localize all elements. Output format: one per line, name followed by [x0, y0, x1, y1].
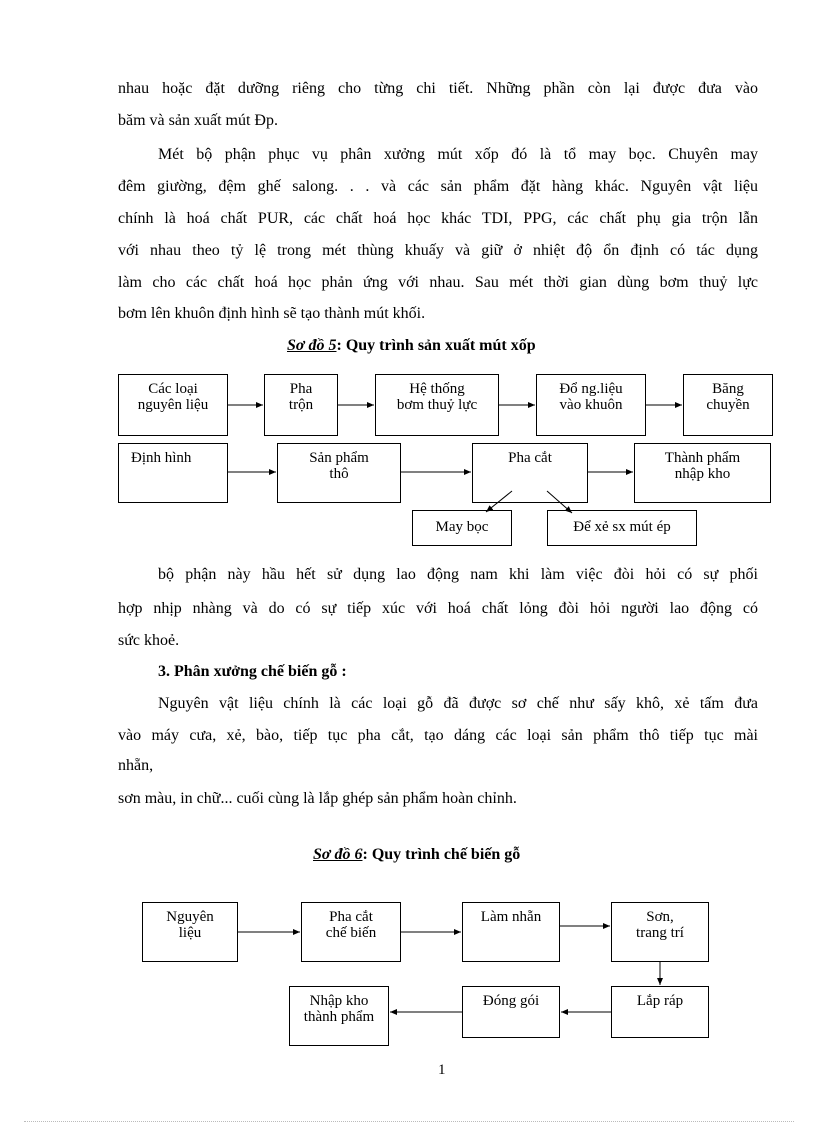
para4-line2: vào máy cưa, xẻ, bào, tiếp tục pha cắt, tạo dáng các loại sản phẩm thô tiếp tục mài	[118, 727, 758, 744]
box-pour-mold: Đổ ng.liệu vào khuôn	[536, 374, 646, 436]
box-press-foam: Để xẻ sx mút ép	[547, 510, 697, 546]
para4-line1: Nguyên vật liệu chính là các loại gỗ đã được sơ chế như sấy khô, xẻ tấm đưa	[158, 695, 758, 712]
diagram5-title-text: : Quy trình sản xuất mút xốp	[336, 337, 536, 354]
para2-line3: chính là hoá chất PUR, các chất hoá học khác TDI, PPG, các chất phụ gia trộn lẫn	[118, 210, 758, 227]
box-conveyor: Băng chuyền	[683, 374, 773, 436]
box-cut: Pha cắt	[472, 443, 588, 503]
arrow-cut-to-sew	[486, 491, 512, 512]
box-mix: Pha trộn	[264, 374, 338, 436]
section-heading-3: 3. Phân xưởng chế biến gỗ :	[158, 663, 347, 680]
box-wood-material: Nguyên liệu	[142, 902, 238, 962]
para3-line1: bộ phận này hầu hết sử dụng lao động nam khi làm việc đòi hỏi có sự phối	[158, 566, 758, 583]
para4-line4: sơn màu, in chữ... cuối cùng là lắp ghép sản phẩm hoàn chỉnh.	[118, 790, 517, 807]
arrow-cut-to-press	[547, 491, 572, 513]
para2-line2: đêm giường, đệm ghế salong. . . và các sản phẩm đặt hàng khác. Nguyên vật liệu	[118, 178, 758, 195]
para1-line1: nhau hoặc đặt dưỡng riêng cho từng chi tiết. Những phần còn lại được đưa vào	[118, 80, 758, 97]
para2-line4: với nhau theo tỷ lệ trong mét thùng khuấy và giữ ở nhiệt độ ổn định có tác dụng	[118, 242, 758, 259]
para3-line3: sức khoẻ.	[118, 632, 180, 649]
box-raw-materials: Các loại nguyên liệu	[118, 374, 228, 436]
para4-line3: nhẵn,	[118, 757, 154, 774]
box-store: Nhập kho thành phẩm	[289, 986, 389, 1046]
box-smooth: Làm nhẵn	[462, 902, 560, 962]
diagram6-title-text: : Quy trình chế biến gỗ	[362, 846, 521, 863]
footer-divider	[24, 1121, 794, 1122]
box-pack: Đóng gói	[462, 986, 560, 1038]
para3-line2: hợp nhịp nhàng và do có sự tiếp xúc với hoá chất lỏng đòi hỏi người lao động có	[118, 600, 758, 617]
diagram6-label: Sơ đồ 6	[313, 846, 363, 863]
box-shape: Định hình	[118, 443, 228, 503]
box-sew: May bọc	[412, 510, 512, 546]
box-paint: Sơn, trang trí	[611, 902, 709, 962]
para2-line1: Mét bộ phận phục vụ phân xưởng mút xốp đó là tổ may bọc. Chuyên may	[158, 146, 758, 163]
box-wood-cut: Pha cắt chế biến	[301, 902, 401, 962]
box-finished-storage: Thành phẩm nhập kho	[634, 443, 771, 503]
para2-line6: bơm lên khuôn định hình sẽ tạo thành mút khối.	[118, 305, 426, 322]
page-number: 1	[438, 1062, 446, 1078]
para1-line2: băm và sản xuất mút Đp.	[118, 112, 278, 129]
box-assemble: Lắp ráp	[611, 986, 709, 1038]
para2-line5: làm cho các chất hoá học phản ứng với nhau. Sau mét thời gian dùng bơm thuỷ lực	[118, 274, 758, 291]
diagram5-label: Sơ đồ 5	[287, 337, 337, 354]
box-hydraulic-pump: Hệ thống bơm thuỷ lực	[375, 374, 499, 436]
box-rough-product: Sản phẩm thô	[277, 443, 401, 503]
